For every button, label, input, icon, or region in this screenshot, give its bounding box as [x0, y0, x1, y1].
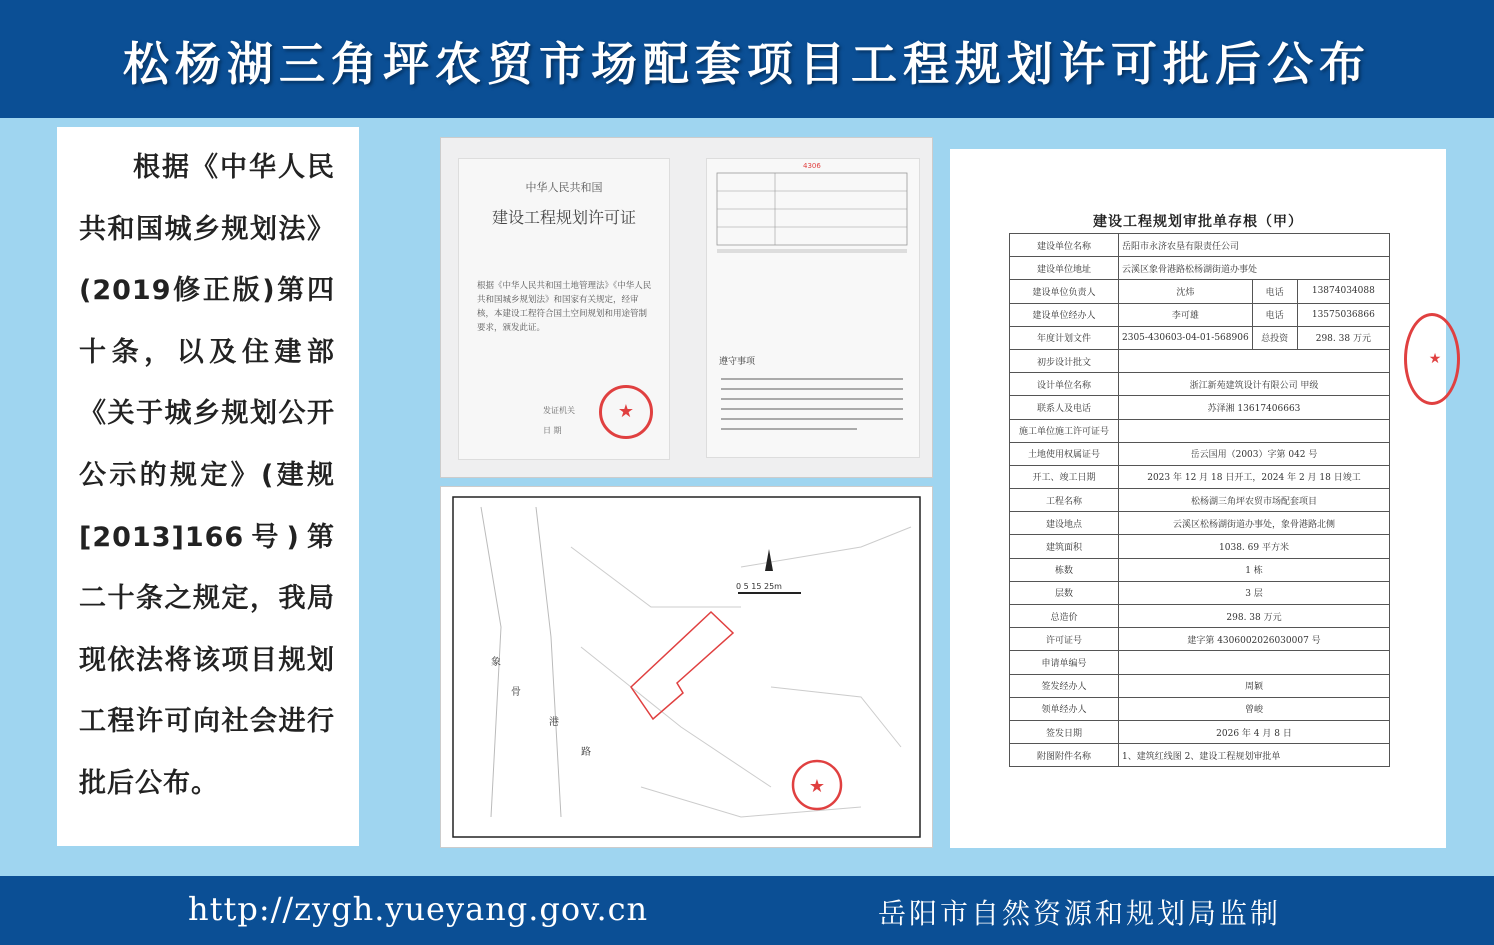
road-label-1: 象 — [491, 657, 501, 668]
table-row: 建设地点 云溪区松杨湖街道办事处，象骨港路北侧 — [1010, 512, 1390, 535]
road-label-4: 路 — [581, 747, 591, 758]
table-row: 建设单位地址 云溪区象骨港路松杨湖街道办事处 — [1010, 257, 1390, 280]
notice-panel — [57, 127, 359, 846]
road-label-2: 骨 — [511, 687, 521, 698]
permit-number: 4306 — [803, 162, 821, 170]
seal-stamp-icon: ★ — [599, 385, 653, 439]
table-row: 附图附件名称 1、建筑红线图 2、建设工程规划审批单 — [1010, 744, 1390, 767]
site-plan-graphic — [441, 487, 934, 849]
site-redline-map — [440, 486, 933, 848]
compliance-title: 遵守事项 — [719, 357, 756, 367]
table-row: 工程名称 松杨湖三角坪农贸市场配套项目 — [1010, 489, 1390, 512]
table-row: 签发经办人 周颖 — [1010, 674, 1390, 697]
road-label-3: 港 — [549, 717, 559, 728]
permit-right-page — [706, 158, 920, 458]
table-row: 土地使用权属证号 岳云国用（2003）字第 042 号 — [1010, 442, 1390, 465]
table-row: 建筑面积 1038. 69 平方米 — [1010, 535, 1390, 558]
table-row: 建设单位名称 岳阳市永济农垦有限责任公司 — [1010, 234, 1390, 257]
table-row: 开工、竣工日期 2023 年 12 月 18 日开工，2024 年 2 月 18 日竣工 — [1010, 465, 1390, 488]
table-row: 建设单位负责人 沈炜 电话 13874034088 — [1010, 280, 1390, 303]
table-row: 施工单位施工许可证号 — [1010, 419, 1390, 442]
permit-date-label: 日 期 — [543, 426, 562, 435]
compliance-lines — [707, 371, 919, 451]
permit-country: 中华人民共和国 — [525, 181, 603, 194]
table-row: 设计单位名称 浙江新苑建筑设计有限公司 甲级 — [1010, 373, 1390, 396]
table-row: 初步设计批文 — [1010, 349, 1390, 372]
table-row: 建设单位经办人 李可雄 电话 13575036866 — [1010, 303, 1390, 326]
footer-banner — [0, 876, 1494, 945]
header-banner — [0, 0, 1494, 118]
permit-table-graphic — [707, 171, 919, 271]
table-row: 签发日期 2026 年 4 月 8 日 — [1010, 720, 1390, 743]
page-title: 松杨湖三角坪农贸市场配套项目工程规划许可批后公布 — [123, 37, 1371, 91]
permit-title: 建设工程规划许可证 — [491, 208, 636, 227]
permit-body: 根据《中华人民共和国土地管理法》《中华人民共和国城乡规划法》和国家有关规定，经审核，本建设工程符合国土空间规划和用途管制要求，颁发此证。 — [477, 281, 652, 333]
table-row: 领单经办人 曾峻 — [1010, 697, 1390, 720]
table-row: 申请单编号 — [1010, 651, 1390, 674]
seal-stamp-icon: ★ — [1404, 313, 1460, 405]
table-row: 联系人及电话 苏泽湘 13617406663 — [1010, 396, 1390, 419]
table-row: 年度计划文件 2305-430603-04-01-568906 总投资 298. 38 万元 — [1010, 326, 1390, 349]
permit-certificate-image — [440, 137, 933, 478]
table-row: 总造价 298. 38 万元 — [1010, 605, 1390, 628]
table-row: 许可证号 建字第 4306002026030007 号 — [1010, 628, 1390, 651]
notice-text: 根据《中华人民共和国城乡规划法》(2019修正版)第四十条，以及住建部《关于城乡规划公开公示的规定》(建规[2013]166号)第二十条之规定，我局现依法将该项目规划工程许可向社会进行批后公布。 — [79, 152, 335, 799]
map-scale: 0 5 15 25m — [736, 582, 782, 591]
approval-form-image — [950, 149, 1446, 848]
permit-issuer-label: 发证机关 — [543, 406, 575, 415]
supervisor-org: 岳阳市自然资源和规划局监制 — [878, 897, 1282, 930]
table-row: 层数 3 层 — [1010, 581, 1390, 604]
table-row: 栋数 1 栋 — [1010, 558, 1390, 581]
permit-left-page — [458, 158, 670, 460]
website-url: http://zygh.yueyang.gov.cn — [188, 890, 649, 928]
svg-text:★: ★ — [808, 776, 826, 797]
approval-table — [1009, 233, 1390, 767]
form-title: 建设工程规划审批单存根（甲） — [1093, 214, 1303, 230]
